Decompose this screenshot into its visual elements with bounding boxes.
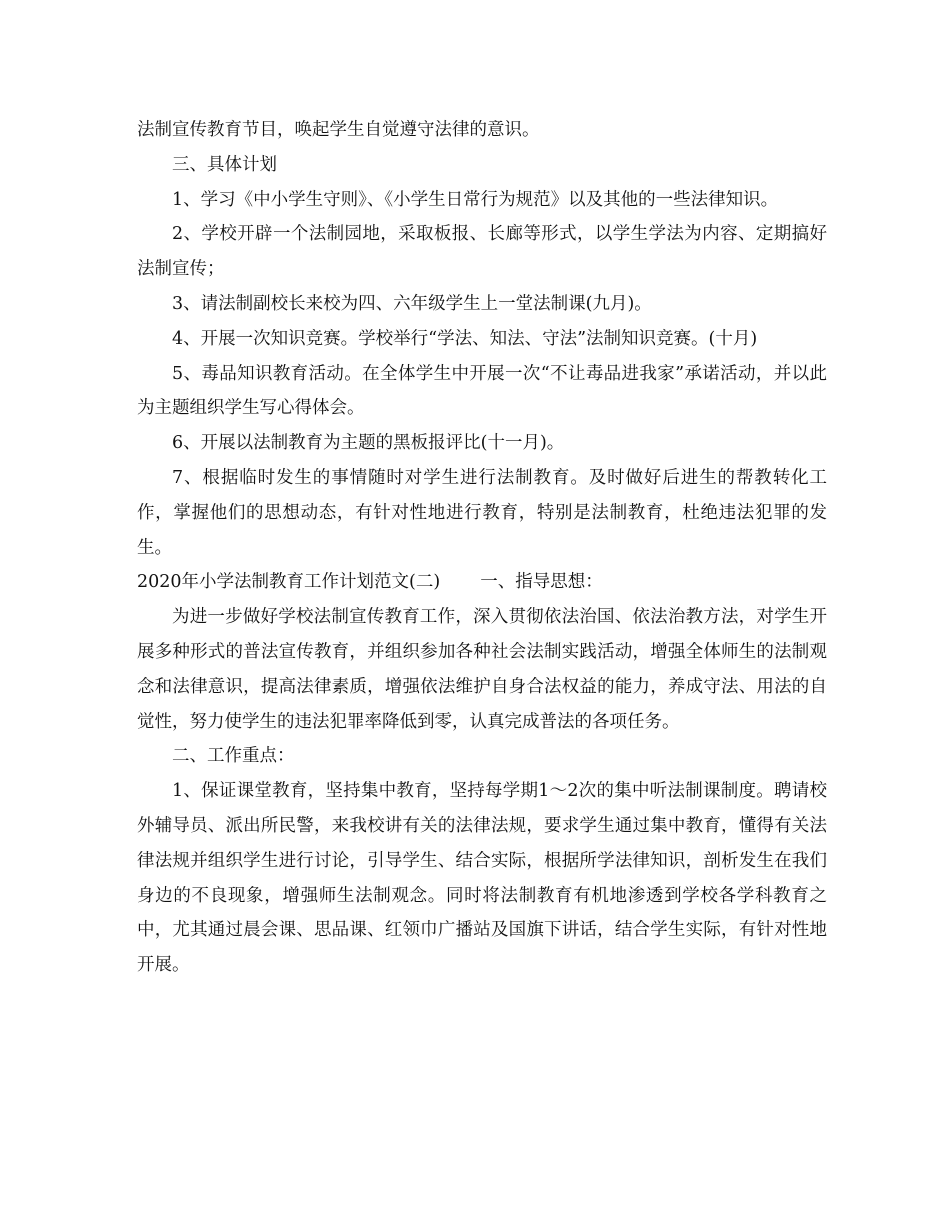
paragraph: 1、保证课堂教育，坚持集中教育，坚持每学期1～2次的集中听法制课制度。聘请校外辅导员、派出所民警，来我校讲有关的法律法规，要求学生通过集中教育，懂得有关法律法规并组织学生进行讨论，引导学生、结合实际，根据所学法律知识，剖析发生在我们身边的不良现象，增强师生法制观念。同时将法制教育有机地渗透到学校各学科教育之中，尤其通过晨会课、思品课、红领巾广播站及国旗下讲话，结合学生实际，有针对性地开展。 — [137, 781, 827, 976]
paragraph: 为进一步做好学校法制宣传教育工作，深入贯彻依法治国、依法治教方法，对学生开展多种形式的普法宣传教育，并组织参加各种社会法制实践活动，增强全体师生的法制观念和法律意识，提高法律素质，增强依法维护自身合法权益的能力，养成守法、用法的自觉性，努力使学生的违法犯罪率降低到零，认真完成普法的各项任务。 — [137, 607, 827, 732]
list-item: 1、学习《中小学生守则》、《小学生日常行为规范》以及其他的一些法律知识。 — [172, 189, 779, 210]
paragraph: 法制宣传教育节目，唤起学生自觉遵守法律的意识。 — [137, 120, 540, 140]
list-item: 4、开展一次知识竞赛。学校举行“学法、知法、守法”法制知识竞赛。(十月) — [172, 328, 758, 349]
section-subtitle: 一、指导思想： — [480, 572, 603, 593]
section-title-line — [137, 565, 827, 600]
list-item: 3、请法制副校长来校为四、六年级学生上一堂法制课(九月)。 — [172, 293, 652, 314]
list-item: 2、学校开辟一个法制园地，采取板报、长廊等形式，以学生学法为内容、定期搞好法制宣传； — [137, 224, 827, 280]
list-item: 7、根据临时发生的事情随时对学生进行法制教育。及时做好后进生的帮教转化工作，掌握他们的思想动态，有针对性地进行教育，特别是法制教育，杜绝违法犯罪的发生。 — [137, 467, 827, 558]
section-heading-focus: 二、工作重点： — [172, 746, 295, 767]
section-title: 2020年小学法制教育工作计划范文(二) — [137, 572, 441, 593]
list-item: 6、开展以法制教育为主题的黑板报评比(十一月)。 — [172, 433, 565, 454]
document-body — [137, 113, 827, 983]
section-heading-plan: 三、具体计划 — [172, 154, 277, 175]
list-item: 5、毒品知识教育活动。在全体学生中开展一次“不让毒品进我家”承诺活动，并以此为主题组织学生写心得体会。 — [137, 363, 827, 419]
